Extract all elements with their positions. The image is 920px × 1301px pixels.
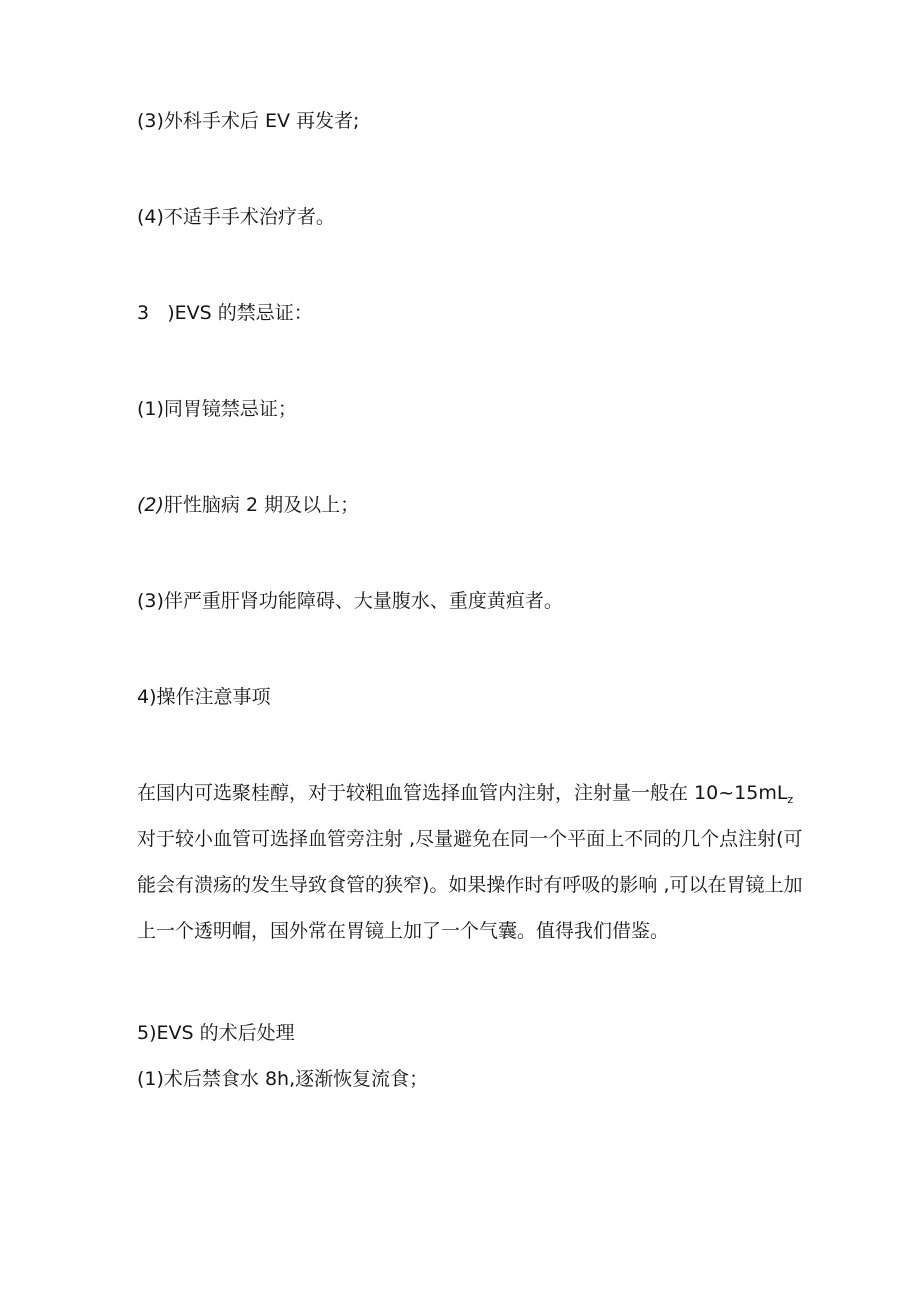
list-item-hepatic-encephalopathy (137, 493, 359, 517)
section-heading-contraindications: 3 )EVS 的禁忌证： (137, 302, 313, 324)
paragraph-line (137, 781, 794, 806)
list-item-fasting: (1)术后禁食水 8h,逐渐恢复流食； (137, 1068, 429, 1090)
list-item-unfit-surgery: (4)不适手手术治疗者。 (137, 206, 335, 228)
section-heading-precautions: 4)操作注意事项 (137, 686, 271, 708)
paragraph-line: 上一个透明帽，国外常在胃镜上加了一个气囊。值得我们借鉴。 (137, 920, 670, 942)
list-item-surgery-recurrence: (3)外科手术后 EV 再发者; (137, 110, 360, 132)
section-heading-postoperative: 5)EVS 的术后处理 (137, 1022, 295, 1044)
subscript-mark: z (787, 793, 794, 806)
precautions-paragraph (137, 781, 803, 965)
paragraph-text: 在国内可选聚桂醇，对于较粗血管选择血管内注射，注射量一般在 10~15mL (137, 782, 788, 804)
list-item-text: 肝性脑病 2 期及以上； (163, 494, 360, 516)
list-item-number: (2) (137, 494, 164, 516)
list-item-severe-dysfunction: (3)伴严重肝肾功能障碍、大量腹水、重度黄疸者。 (137, 590, 563, 612)
paragraph-line: 对于较小血管可选择血管旁注射 ,尽量避免在同一个平面上不同的几个点注射(可 (137, 828, 803, 850)
paragraph-line: 能会有溃疡的发生导致食管的狭窄)。如果操作时有呼吸的影响 ,可以在胃镜上加 (137, 874, 803, 896)
list-item-gastroscopy-contraindications: (1)同胃镜禁忌证； (137, 398, 297, 420)
